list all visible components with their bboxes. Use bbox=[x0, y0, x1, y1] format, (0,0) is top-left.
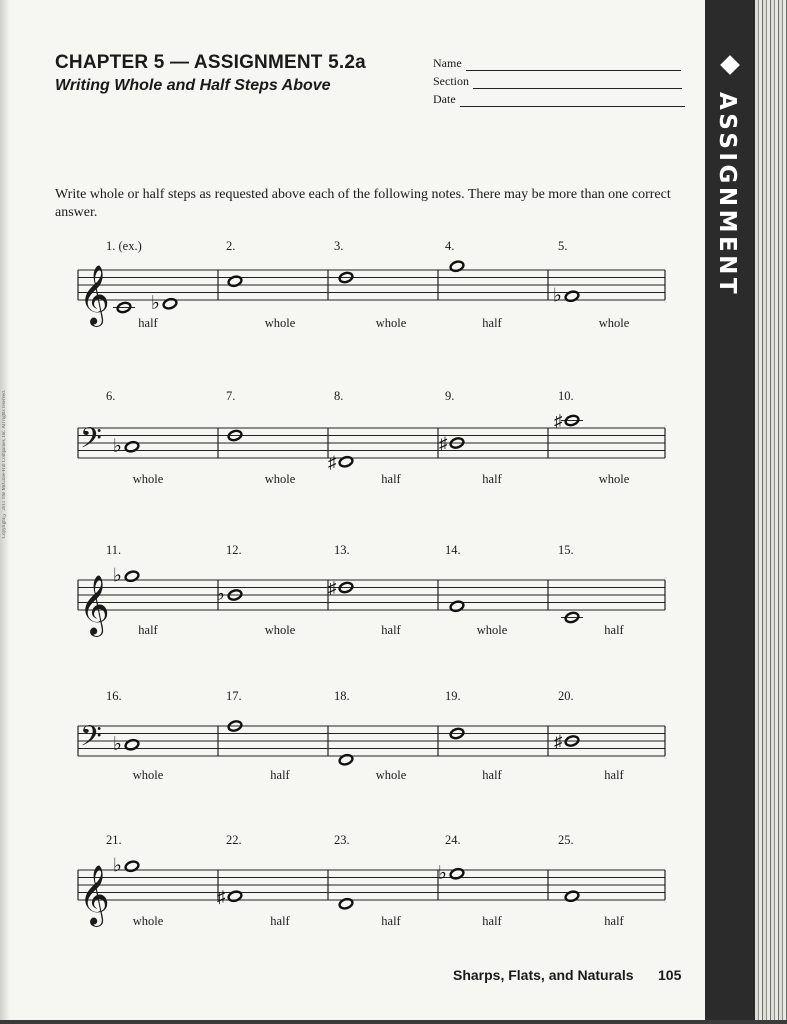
page-bottom-edge bbox=[0, 1020, 787, 1024]
exercise-number: 4. bbox=[445, 239, 455, 253]
step-size-label: whole bbox=[264, 316, 296, 330]
sharp-sign-icon: ♯ bbox=[328, 452, 337, 472]
exercise-number: 23. bbox=[334, 833, 350, 847]
whole-note-head bbox=[338, 754, 353, 766]
exercise-number: 13. bbox=[334, 543, 350, 557]
exercise-number: 11. bbox=[106, 543, 122, 557]
step-size-label: half bbox=[604, 768, 624, 782]
step-size-label: whole bbox=[132, 768, 164, 782]
exercise-number: 5. bbox=[558, 239, 568, 253]
exercise-number: 18. bbox=[334, 689, 350, 703]
whole-note-head bbox=[449, 868, 464, 880]
step-size-label: whole bbox=[264, 472, 296, 486]
whole-note-head bbox=[227, 275, 242, 287]
sharp-sign-icon: ♯ bbox=[554, 411, 563, 431]
step-size-label: half bbox=[138, 316, 158, 330]
exercise-number: 25. bbox=[558, 833, 574, 847]
exercise-number: 10. bbox=[558, 389, 574, 403]
flat-sign-icon: ♭ bbox=[553, 285, 562, 307]
sharp-sign-icon: ♯ bbox=[439, 434, 448, 453]
exercise-number: 24. bbox=[445, 833, 461, 847]
exercise-number: 16. bbox=[106, 689, 122, 703]
step-size-label: half bbox=[482, 316, 502, 330]
sharp-sign-icon: ♯ bbox=[554, 732, 563, 751]
whole-note-head bbox=[124, 570, 139, 582]
flat-sign-icon: ♭ bbox=[216, 584, 225, 605]
treble-clef-icon: 𝄞 bbox=[79, 577, 110, 634]
exercise-number: 7. bbox=[226, 389, 236, 403]
whole-note-head bbox=[449, 600, 464, 612]
whole-note-head bbox=[338, 456, 353, 468]
step-size-label: half bbox=[482, 472, 502, 486]
step-size-label: half bbox=[381, 914, 401, 928]
flat-sign-icon: ♭ bbox=[113, 733, 122, 755]
exercise-number: 12. bbox=[226, 543, 242, 557]
step-size-label: whole bbox=[132, 472, 164, 486]
step-size-label: half bbox=[270, 768, 290, 782]
chapter-title: CHAPTER 5 — ASSIGNMENT 5.2a bbox=[55, 52, 366, 73]
flat-sign-icon: ♭ bbox=[151, 292, 160, 314]
step-size-label: whole bbox=[264, 623, 296, 637]
exercise-number: 19. bbox=[445, 689, 461, 703]
step-size-label: half bbox=[482, 768, 502, 782]
step-size-label: whole bbox=[598, 472, 630, 486]
whole-note-head bbox=[449, 260, 464, 272]
step-size-label: whole bbox=[476, 623, 508, 637]
margin-copyright: Copyright © 2011 The McGraw-Hill Companies, Inc. All rights reserved. bbox=[2, 390, 7, 539]
exercise-number: 9. bbox=[445, 389, 455, 403]
treble-clef-icon: 𝄞 bbox=[79, 867, 110, 924]
side-tab-label: ASSIGNMENT bbox=[714, 92, 740, 298]
flat-sign-icon: ♭ bbox=[438, 862, 447, 884]
bass-clef-icon: 𝄢 bbox=[80, 722, 102, 759]
exercise-number: 15. bbox=[558, 543, 574, 557]
page-edge-stripes bbox=[755, 0, 787, 1024]
exercise-number: 21. bbox=[106, 833, 122, 847]
exercise-number: 22. bbox=[226, 833, 242, 847]
sharp-sign-icon: ♯ bbox=[217, 887, 226, 907]
treble-clef-icon: 𝄞 bbox=[79, 267, 110, 324]
whole-note-head bbox=[227, 890, 242, 902]
step-size-label: half bbox=[270, 914, 290, 928]
section-field-label: Section bbox=[433, 74, 469, 88]
step-size-label: whole bbox=[375, 316, 407, 330]
step-size-label: whole bbox=[375, 768, 407, 782]
sharp-sign-icon: ♯ bbox=[328, 578, 337, 598]
exercise-number: 14. bbox=[445, 543, 461, 557]
flat-sign-icon: ♭ bbox=[113, 435, 122, 457]
whole-note-head bbox=[564, 290, 579, 302]
whole-note-head bbox=[124, 441, 139, 453]
step-size-label: whole bbox=[598, 316, 630, 330]
exercise-number: 2. bbox=[226, 239, 236, 253]
step-size-label: whole bbox=[132, 914, 164, 928]
bass-clef-icon: 𝄢 bbox=[80, 424, 102, 461]
step-size-label: half bbox=[381, 623, 401, 637]
exercise-number: 20. bbox=[558, 689, 574, 703]
exercise-number: 8. bbox=[334, 389, 344, 403]
exercise-number: 6. bbox=[106, 389, 116, 403]
footer-section-title: Sharps, Flats, and Naturals bbox=[453, 967, 634, 983]
step-size-label: half bbox=[482, 914, 502, 928]
name-field-label: Name bbox=[433, 56, 462, 70]
instructions-text: Write whole or half steps as requested above each of the following notes. There may be more than one correct answer. bbox=[55, 187, 671, 220]
exercise-number: 1. (ex.) bbox=[106, 239, 142, 253]
whole-note-head bbox=[124, 739, 139, 751]
whole-note-head bbox=[564, 890, 579, 902]
step-size-label: half bbox=[604, 914, 624, 928]
step-size-label: half bbox=[381, 472, 401, 486]
whole-note-head bbox=[124, 860, 139, 872]
step-size-label: half bbox=[604, 623, 624, 637]
exercise-number: 3. bbox=[334, 239, 344, 253]
whole-note-head bbox=[338, 898, 353, 910]
footer-page-number: 105 bbox=[658, 967, 682, 983]
whole-note-head bbox=[162, 298, 177, 310]
date-field-label: Date bbox=[433, 92, 456, 106]
flat-sign-icon: ♭ bbox=[113, 855, 122, 877]
step-size-label: half bbox=[138, 623, 158, 637]
assignment-subtitle: Writing Whole and Half Steps Above bbox=[55, 77, 331, 94]
exercise-number: 17. bbox=[226, 689, 242, 703]
flat-sign-icon: ♭ bbox=[113, 565, 122, 587]
